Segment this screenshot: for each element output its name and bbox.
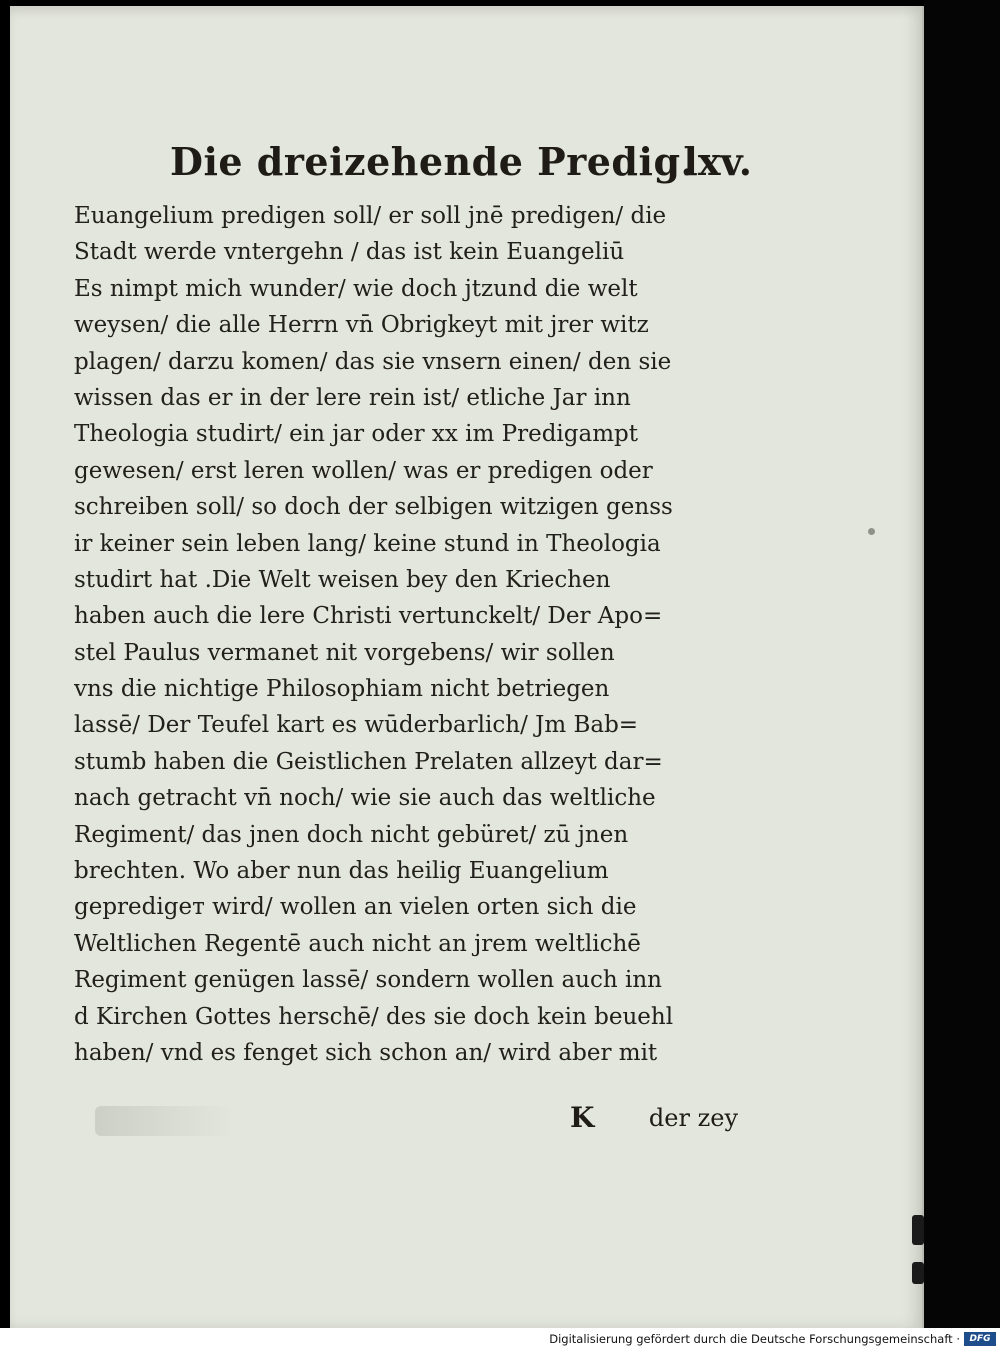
scan-background	[924, 0, 1000, 1328]
text-line: Es nimpt mich wunder/ wie doch jtzund die welt	[74, 275, 638, 302]
text-line: schreiben soll/ so doch der selbigen witzigen genss	[74, 494, 673, 521]
text-line: stumb haben die Geistlichen Prelaten allzeyt dar=	[74, 748, 663, 775]
folio-number: lxv.	[683, 139, 752, 184]
running-title: Die dreizehende Predig.	[170, 139, 695, 184]
text-line: Regiment/ das jnen doch nicht gebüret/ zū jnen	[74, 821, 629, 848]
page-footer	[570, 1098, 740, 1138]
catchword: der zey	[648, 1104, 738, 1132]
page-edge-mark	[912, 1215, 924, 1245]
text-line: haben auch die lere Christi vertunckelt/ Der Apo=	[74, 603, 663, 630]
text-line: d Kirchen Gottes herschē/ des sie doch kein beuehl	[74, 1003, 674, 1030]
book-page	[10, 6, 924, 1328]
text-line: ir keiner sein leben lang/ keine stund in Theologia	[74, 530, 661, 557]
text-line: gewesen/ erst leren wollen/ was er predigen oder	[74, 457, 653, 484]
funding-credit: Digitalisierung gefördert durch die Deutsche Forschungsgemeinschaft ·	[549, 1332, 960, 1346]
text-line: studirt hat .Die Welt weisen bey den Kriechen	[74, 566, 611, 593]
text-line: brechten. Wo aber nun das heilig Euangelium	[74, 858, 609, 885]
paper-spot	[868, 528, 875, 535]
dfg-logo-icon: DFG	[964, 1332, 996, 1346]
text-line: lassē/ Der Teufel kart es wūderbarlich/ Jm Bab=	[74, 712, 639, 739]
text-line: plagen/ darzu komen/ das sie vnsern einen/ den sie	[74, 348, 672, 375]
text-line: weysen/ die alle Herrn vn̄ Obrigkeyt mit jrer witz	[74, 312, 649, 339]
text-line: wissen das er in der lere rein ist/ etliche Jar inn	[74, 384, 631, 411]
page-edge-mark	[912, 1262, 924, 1284]
text-line: nach getracht vn̄ noch/ wie sie auch das weltliche	[74, 785, 656, 812]
text-line: Theologia studirt/ ein jar oder xx im Predigampt	[74, 421, 638, 448]
text-line: Weltlichen Regentē auch nicht an jrem weltlichē	[74, 930, 641, 957]
text-line: stel Paulus vermanet nit vorgebens/ wir sollen	[74, 639, 615, 666]
ink-show-through	[95, 1106, 235, 1136]
body-text	[74, 198, 764, 1071]
signature-mark: K	[570, 1101, 595, 1134]
text-line: Stadt werde vntergehn / das ist kein Euangeliū	[74, 239, 625, 266]
text-line: haben/ vnd es fenget sich schon an/ wird aber mit	[74, 1039, 658, 1066]
credit-bar	[0, 1328, 1000, 1350]
text-line: Euangelium predigen soll/ er soll jnē predigen/ die	[74, 203, 667, 229]
page-header	[170, 134, 760, 190]
text-line: Regiment genügen lassē/ sondern wollen auch inn	[74, 967, 662, 994]
text-line: gepredigет wird/ wollen an vielen orten sich die	[74, 894, 637, 921]
text-line: vns die nichtige Philosophiam nicht betriegen	[74, 676, 610, 703]
